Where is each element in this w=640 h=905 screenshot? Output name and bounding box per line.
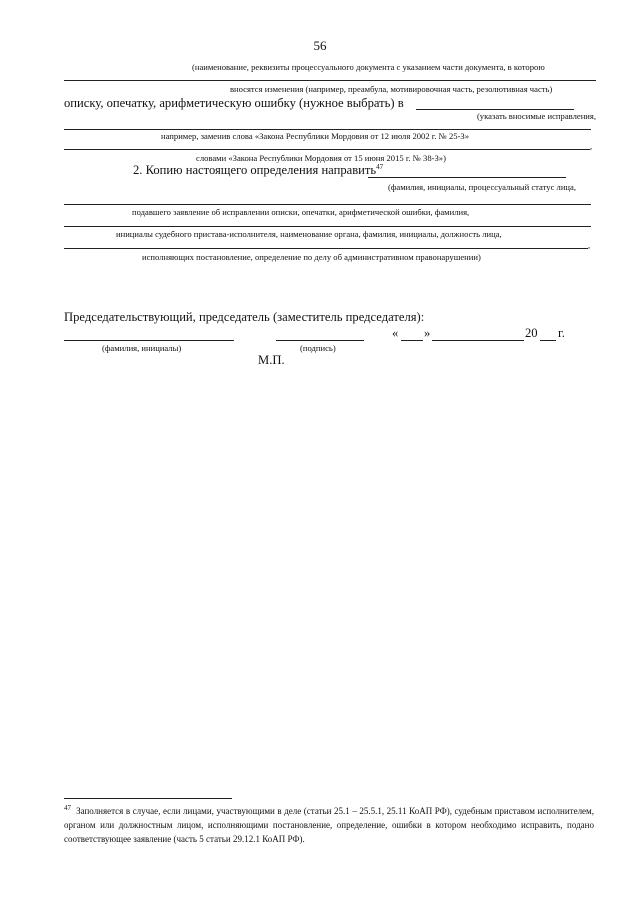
fill-line <box>64 129 591 130</box>
caption-executors: исполняющих постановление, определение по делу об административном правонарушении) <box>142 252 481 262</box>
fill-line <box>64 149 590 150</box>
caption-example-with: словами «Закона Республики Мордовия от 15 июня 2015 г. № 38-З») <box>196 153 446 163</box>
date-year-line <box>540 340 556 341</box>
fill-line <box>64 204 591 205</box>
fill-line <box>64 226 591 227</box>
footnote-text: Заполняется в случае, если лицами, участвующими в деле (статьи 25.1 – 25.5.1, 25.11 КоАП РФ), судебным приставом исполнителем, органом или должностным лицом, исполняющими постановление, определение, ошибки в котором необходимо исправить, подано соответствующее заявление (часть 5 статьи 29.12.1 КоАП РФ). <box>64 806 594 844</box>
punctuation-comma: , <box>588 240 591 250</box>
caption-document-part: вносятся изменения (например, преамбула, мотивировочная часть, резолютивная часть) <box>230 84 553 94</box>
caption-recipient-status: (фамилия, инициалы, процессуальный статус лица, <box>387 182 576 192</box>
text-send-copy <box>133 163 383 178</box>
date-year-suffix: г. <box>558 326 565 340</box>
fill-line <box>416 109 574 110</box>
date-close-quote: » <box>424 326 431 340</box>
date-day-line <box>401 340 423 341</box>
footnote-ref: 47 <box>376 162 384 171</box>
signature-line <box>276 340 364 341</box>
fill-line <box>368 177 566 178</box>
signature-title: Председательствующий, председатель (заместитель председателя): <box>64 310 425 324</box>
text-error-type: описку, опечатку, арифметическую ошибку (нужное выбрать) в <box>64 96 404 110</box>
name-line <box>64 340 234 341</box>
caption-corrections: (указать вносимые исправления, <box>476 111 596 121</box>
caption-bailiff: инициалы судебного пристава-исполнителя, наименование органа, фамилия, инициалы, должность лица, <box>116 229 502 239</box>
punctuation-comma: , <box>590 141 593 151</box>
footnote-separator <box>64 798 232 799</box>
caption-document-name: (наименование, реквизиты процессуального документа с указанием части документа, в которою <box>192 62 545 72</box>
caption-applicant: подавшего заявление об исправлении описки, опечатки, арифметической ошибки, фамилия, <box>132 207 470 217</box>
date-open-quote: « <box>392 326 399 340</box>
date-year-prefix: 20 <box>525 326 538 340</box>
stamp-place: М.П. <box>258 353 285 367</box>
text-send-copy-label: 2. Копию настоящего определения направить <box>133 163 377 177</box>
page-number: 56 <box>313 38 327 53</box>
fill-line <box>64 80 596 81</box>
footnote <box>64 804 594 846</box>
footnote-number: 47 <box>64 804 71 812</box>
caption-example-replace: например, заменив слова «Закона Республики Мордовия от 12 июля 2002 г. № 25-З» <box>161 131 470 141</box>
caption-signature: (подпись) <box>300 343 336 353</box>
date-month-line <box>432 340 524 341</box>
caption-name: (фамилия, инициалы) <box>102 343 182 353</box>
fill-line <box>64 248 588 249</box>
